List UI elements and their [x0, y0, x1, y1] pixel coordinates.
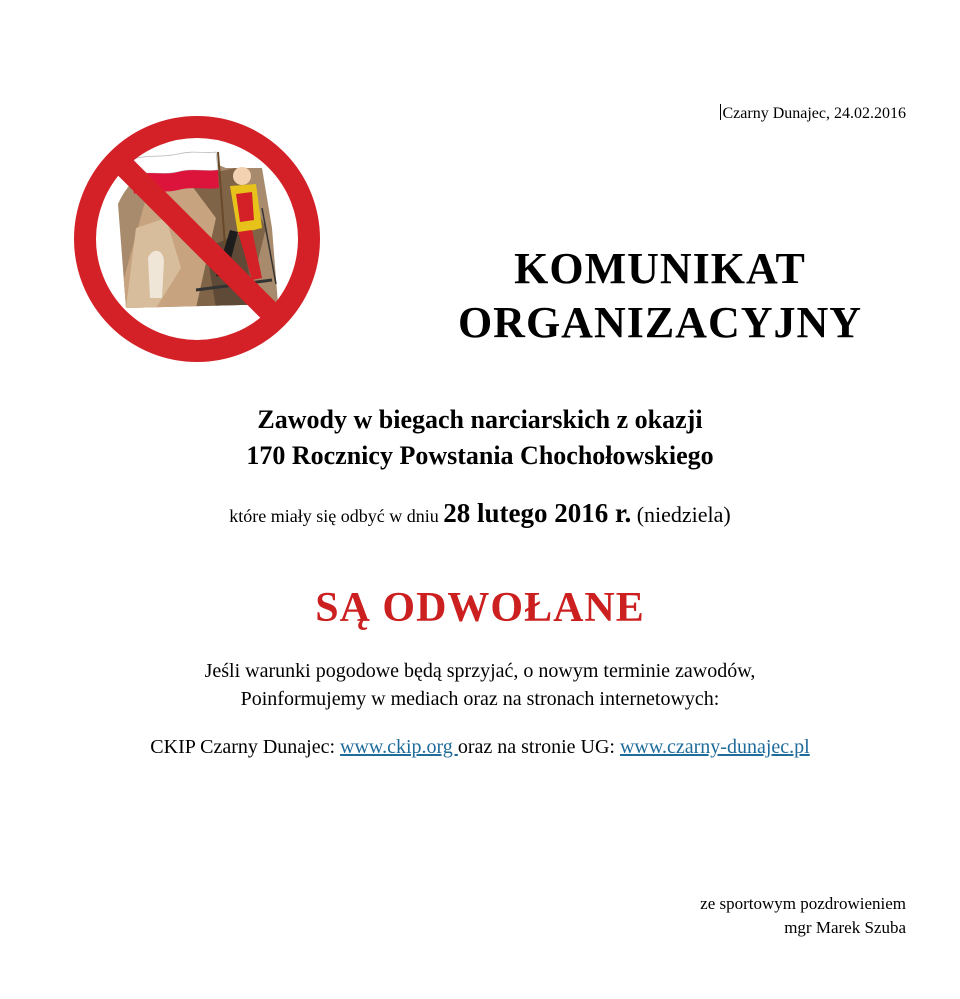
event-date [0, 498, 960, 529]
signatory-name: mgr Marek Szuba [784, 918, 906, 937]
links-prefix: CKIP Czarny Dunajec: [150, 736, 341, 758]
info-line-2: Poinformujemy w mediach oraz na stronach internetowych: [240, 688, 720, 710]
title-line-2: ORGANIZACYJNY [457, 298, 863, 347]
closing-signature [700, 892, 906, 940]
event-line-1: Zawody w biegach narciarskich z okazji [257, 405, 703, 434]
links-middle: oraz na stronie UG: [457, 736, 620, 758]
event-date-value: 28 lutego 2016 r. [443, 498, 632, 528]
event-line-2: 170 Rocznicy Powstania Chochołowskiego [246, 441, 714, 470]
cancelled-status: SĄ ODWOŁANE [315, 585, 645, 631]
links-line [0, 736, 960, 759]
ug-link[interactable]: www.czarny-dunajec.pl [619, 736, 810, 758]
place-date [720, 104, 906, 123]
event-weekday: (niedziela) [631, 502, 731, 527]
page-title [380, 242, 940, 350]
date-prefix: które miały się odbyć w dniu [229, 506, 444, 526]
title-line-1: KOMUNIKAT [514, 244, 806, 293]
place-date-text: Czarny Dunajec, 24.02.2016 [722, 105, 906, 122]
ckip-link[interactable]: www.ckip.org [340, 736, 458, 758]
info-line-1: Jeśli warunki pogodowe będą sprzyjać, o nowym terminie zawodów, [204, 660, 756, 682]
closing-greeting: ze sportowym pozdrowieniem [700, 894, 906, 913]
info-paragraph [0, 657, 960, 713]
prohibition-sign-icon [66, 108, 328, 370]
event-name [0, 402, 960, 474]
